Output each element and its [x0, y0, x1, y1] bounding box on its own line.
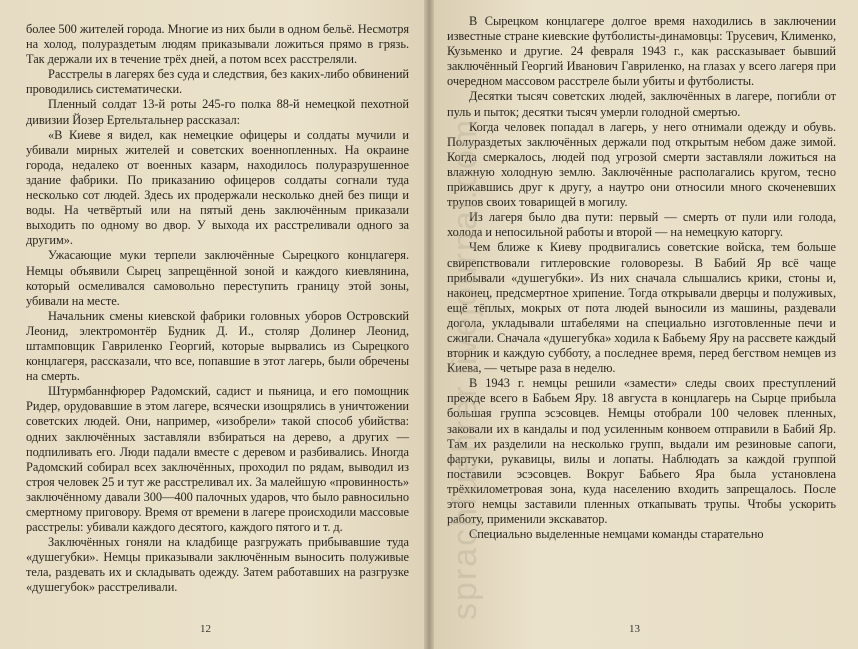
paragraph: Расстрелы в лагерях без суда и следствия, без каких-либо обвинений проводились систематически. [26, 67, 409, 97]
paragraph: Штурмбаннфюрер Радомский, садист и пьяница, и его помощник Ридер, орудовавшие в этом лагере, всячески изощрялись в уничтожении советских людей. Они, например, «изобрели» такой способ убийства: одних заключённых заставляли взбираться на дерево, а других — подпиливать его. Люди падали вместе с деревом и разбивались. Иногда Радомский собирал всех заключённых, проходил по рядам, выводил из строя человек 25 и тут же расстреливал их. За малейшую «провинность» заключённому давали 300—400 палочных ударов, что было равносильно смертному приговору. Время от времени в лагере происходили массовые расстрелы: убивали каждого десятого, каждого пятого и т. д. [26, 384, 409, 535]
page-number-right: 13 [629, 623, 640, 635]
paragraph: В Сырецком концлагере долгое время находились в заключении известные стране киевские футболисты-динамовцы: Трусевич, Клименко, Кузьменко и другие. 24 февраля 1943 г., как рассказывает бывший заключённый Георгий Иванович Гавриленко, на глазах у всего лагеря при очередном массовом расстреле были убиты и футболисты. [447, 14, 836, 89]
page-number-left: 12 [200, 623, 211, 635]
right-page-text [447, 14, 836, 542]
paragraph: «В Киеве я видел, как немецкие офицеры и солдаты мучили и убивали мирных жителей и советских военнопленных. На окраине города, недалеко от военных казарм, находилось полуразрушенное здание фабрики. По приказанию офицеров солдаты согнали туда несколько сот людей. Здесь их продержали несколько дней без пищи и воды. На четвёртый или на пятый день заключённым приказали выходить по одному во двор. У выхода их расстреливали одного за другим». [26, 127, 409, 248]
book-gutter [424, 0, 434, 649]
paragraph: Специально выделенные немцами команды старательно [469, 527, 764, 542]
paragraph: Когда человек попадал в лагерь, у него отнимали одежду и обувь. Полураздетых заключённых держали под открытым небом даже зимой. Когда смеркалось, людей под угрозой смерти заставляли ложиться на влажную холодную землю. Заключённые располагались кругом, тесно прижавшись друг к другу, а наутро они относили много скоченевших трупов своих товарищей в могилу. [447, 119, 836, 210]
paragraph: Заключённых гоняли на кладбище разгружать прибывавшие туда «душегубки». Немцы приказывали заключённым выносить полуживые тела, раздевать их и складывать одежду. Затем работавших на разгрузке «душегубок» расстреливали. [26, 535, 409, 595]
paragraph: Десятки тысяч советских людей, заключённых в лагере, погибли от пуль и пыток; десятки тысяч умерли голодной смертью. [447, 89, 836, 119]
paragraph: Чем ближе к Киеву продвигались советские войска, тем больше свирепствовали гитлеровские головорезы. В Бабий Яр всё чаще прибывали «душегубки». Из них сначала слышались крики, стоны и, наконец, предсмертное хрипение. Тогда открывали дверцы и полуживых, ещё тёплых, мокрых от пота людей выносили из машины, раздевали догола, укладывали штабелями на специально изготовленные печи и сжигали. Сначала «душегубка» ходила к Бабьему Яру на рассвете каждый вторник и каждую субботу, а последнее время, перед бегством немцев из Киева, — четыре раза в неделю. [447, 240, 836, 376]
left-page-text [26, 22, 409, 596]
right-page [429, 0, 858, 649]
paragraph: В 1943 г. немцы решили «замести» следы своих преступлений прежде всего в Бабьем Яру. 18 августа в концлагерь на Сырце прибыла большая группа эсэсовцев. Немцы отобрали 100 человек пленных, заковали их в кандалы и под усиленным конвоем отправили в Бабий Яр. Там их разделили на несколько групп, выдали им резиновые сапоги, фартуки, рукавицы, вилы и лопаты. Наблюдать за каждой группой поставили эсэсовцев. Вокруг Бабьего Яра была установлена трёхкилометровая зона, куда населению входить запрещалось. После этого немцы заставили пленных откапывать трупы. Чтобы ускорить работу, применили экскаватор. [447, 376, 836, 527]
watermark-text: sprachfuehrer.livejournal.com [446, 117, 484, 620]
paragraph: Начальник смены киевской фабрики головных уборов Островский Леонид, электромонтёр Будник Д. И., столяр Долинер Леонид, штамповщик Гавриленко Георгий, которые вырвались из Сырецкого концлагеря, рассказали, что все, попавшие в этот лагерь, были обречены на смерть. [26, 308, 409, 384]
paragraph: Из лагеря было два пути: первый — смерть от пули или голода, холода и непосильной работы и второй — на немецкую каторгу. [447, 210, 836, 240]
paragraph: Ужасающие муки терпели заключённые Сырецкого концлагеря. Немцы объявили Сырец запрещённой зоной и каждого киевлянина, который осмеливался самовольно переступить границу этой зоны, убивали на месте. [26, 248, 409, 308]
paragraph: более 500 жителей города. Многие из них были в одном бельё. Несмотря на холод, полураздетым людям приказывали ложиться прямо в грязь. Так держали их в течение трёх дней, а потом всех расстреляли. [26, 22, 409, 67]
paragraph: Пленный солдат 13-й роты 245-го полка 88-й немецкой пехотной дивизии Йозер Ертельтальнер рассказал: [26, 97, 409, 127]
